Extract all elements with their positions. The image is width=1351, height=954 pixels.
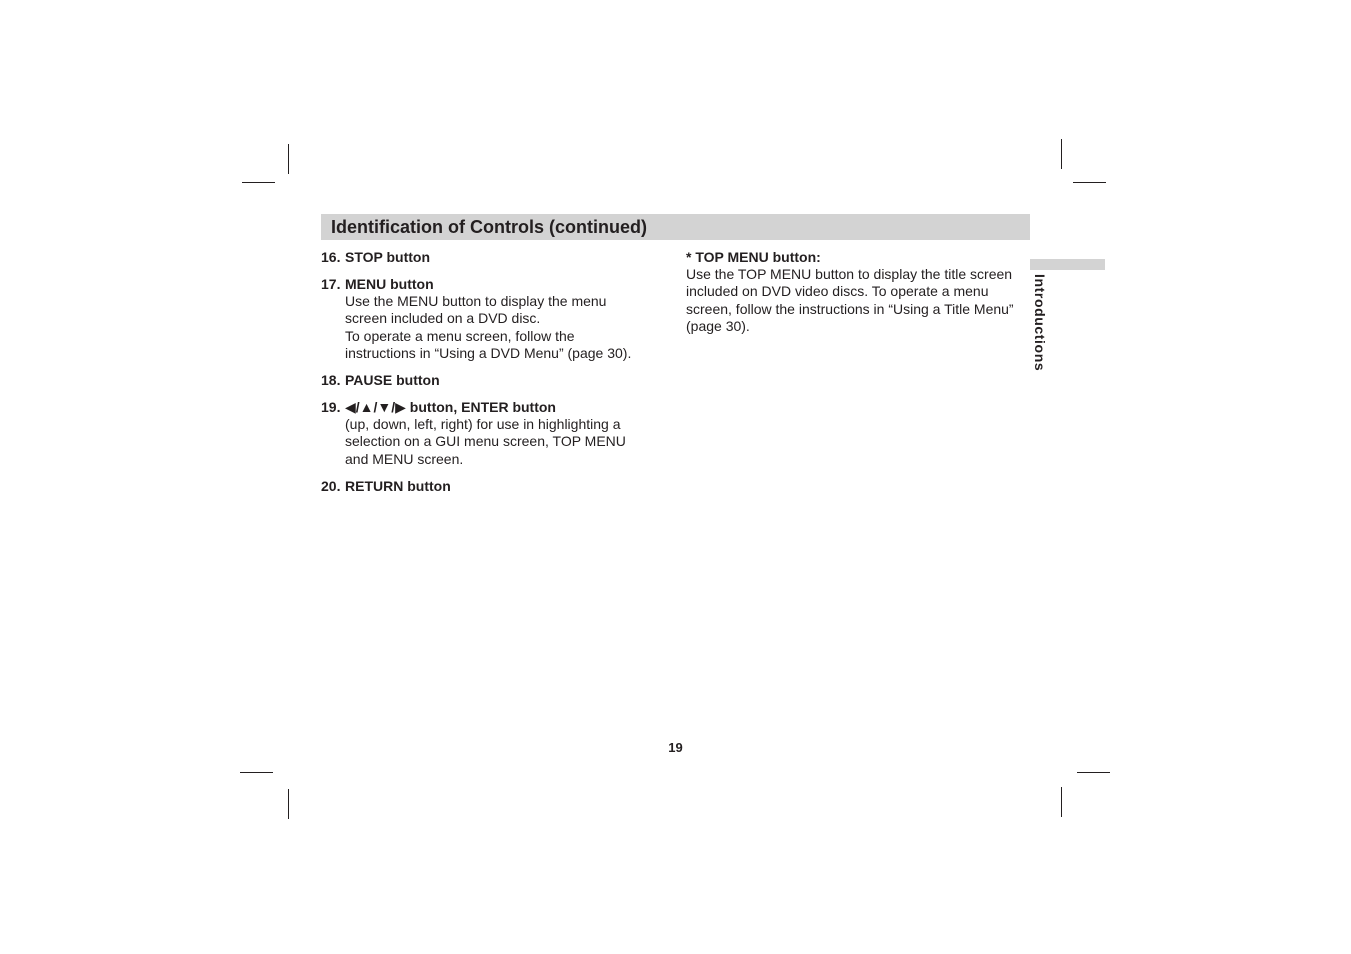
crop-mark bbox=[242, 182, 275, 183]
page-number: 19 bbox=[668, 740, 683, 755]
section-title: Identification of Controls (continued) bbox=[331, 217, 647, 237]
list-item bbox=[321, 371, 666, 389]
item-title: ◀/▲/▼/▶ button, ENTER button bbox=[345, 399, 556, 416]
description-line: instructions in “Using a DVD Menu” (page 30). bbox=[345, 344, 632, 361]
item-number: 20. bbox=[321, 478, 341, 495]
description-line: selection on a GUI menu screen, TOP MENU bbox=[345, 433, 626, 450]
item-title: RETURN button bbox=[345, 478, 451, 495]
crop-mark bbox=[240, 772, 273, 773]
item-description bbox=[345, 416, 666, 468]
list-item bbox=[321, 275, 666, 362]
crop-mark bbox=[1077, 772, 1110, 773]
item-number: 18. bbox=[321, 372, 341, 389]
item-title: PAUSE button bbox=[345, 372, 440, 389]
crop-mark bbox=[1073, 182, 1106, 183]
item-title: MENU button bbox=[345, 276, 434, 292]
item-description bbox=[345, 293, 666, 362]
crop-mark bbox=[288, 789, 289, 819]
crop-mark bbox=[1061, 787, 1062, 817]
item-number: 19. bbox=[321, 399, 341, 416]
section-header bbox=[321, 214, 1030, 240]
note-description bbox=[686, 266, 1030, 335]
description-line: Use the TOP MENU button to display the title screen bbox=[686, 266, 1013, 282]
list-item bbox=[321, 248, 666, 266]
description-line: and MENU screen. bbox=[345, 450, 464, 467]
description-line: screen, follow the instructions in “Using a Title Menu” bbox=[686, 300, 1014, 317]
list-item bbox=[321, 477, 666, 495]
description-line: (up, down, left, right) for use in highlighting a bbox=[345, 416, 621, 433]
top-menu-note bbox=[686, 248, 1030, 335]
description-line: screen included on a DVD disc. bbox=[345, 310, 541, 327]
description-line: included on DVD video discs. To operate a menu bbox=[686, 283, 989, 300]
side-tab-label: Introductions bbox=[1032, 274, 1048, 372]
description-line: Use the MENU button to display the menu bbox=[345, 293, 607, 309]
description-line: (page 30). bbox=[686, 317, 750, 334]
controls-list bbox=[321, 248, 666, 495]
note-title: * TOP MENU button: bbox=[686, 249, 821, 265]
list-item bbox=[321, 398, 666, 468]
crop-mark bbox=[1061, 139, 1062, 169]
side-tab-marker bbox=[1030, 259, 1105, 270]
crop-mark bbox=[288, 144, 289, 174]
item-number: 16. bbox=[321, 249, 341, 265]
item-title: STOP button bbox=[345, 249, 431, 265]
description-line: To operate a menu screen, follow the bbox=[345, 327, 575, 344]
item-number: 17. bbox=[321, 276, 341, 292]
